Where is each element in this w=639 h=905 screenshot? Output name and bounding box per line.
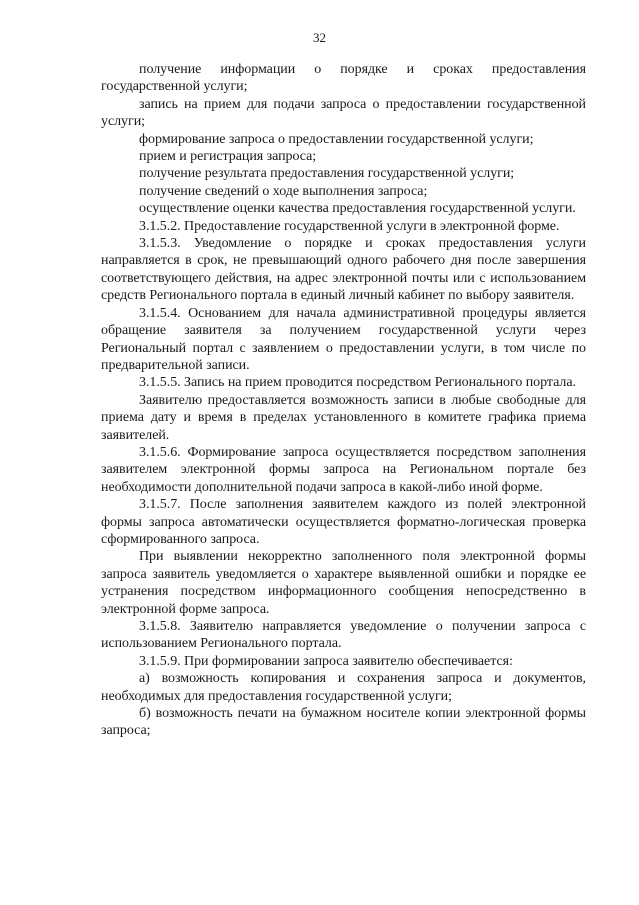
paragraph: 3.1.5.2. Предоставление государственной услуги в электронной форме. (139, 218, 560, 234)
paragraph: 3.1.5.9. При формировании запроса заявителю обеспечивается: (139, 653, 513, 669)
paragraph: а) возможность копирования и сохранения запроса и документов, необходимых для предоставления государственной услуги; (101, 671, 586, 704)
paragraph: 3.1.5.7. После заполнения заявителем каждого из полей электронной формы запроса автоматически осуществляется форматно-логическая проверка сформированного запроса. (101, 497, 586, 547)
paragraph: 3.1.5.8. Заявителю направляется уведомление о получении запроса с использованием Регионального портала. (101, 619, 586, 652)
page-number: 32 (313, 30, 326, 45)
paragraph: 3.1.5.6. Формирование запроса осуществляется посредством заполнения заявителем электронной формы запроса на Региональном портале без необходимости дополнительной подачи запроса в какой-либо иной форме. (101, 444, 586, 495)
document-body (101, 61, 586, 740)
paragraph: 3.1.5.3. Уведомление о порядке и сроках предоставления услуги направляется в срок, не превышающий одного рабочего дня после завершения соответствующего действия, на адрес электронной почты или с использованием средств Регионального портала в единый личный кабинет по выбору заявителя. (101, 236, 586, 304)
paragraph: получение сведений о ходе выполнения запроса; (139, 183, 428, 199)
paragraph: получение информации о порядке и сроках предоставления государственной услуги; (101, 62, 586, 95)
paragraph: прием и регистрация запроса; (139, 149, 317, 165)
paragraph: запись на прием для подачи запроса о предоставлении государственной услуги; (101, 96, 586, 130)
paragraph: б) возможность печати на бумажном носителе копии электронной формы запроса; (101, 706, 586, 739)
paragraph: Заявителю предоставляется возможность записи в любые свободные для приема дату и время в пределах установленного в комитете графика приема заявителей. (101, 392, 586, 443)
paragraph: При выявлении некорректно заполненного поля электронной формы запроса заявитель уведомляется о характере выявленной ошибки и порядке ее устранения посредством информационного сообщения непосредственно в электронной форме запроса. (101, 549, 586, 617)
paragraph: формирование запроса о предоставлении государственной услуги; (139, 131, 534, 147)
paragraph: получение результата предоставления государственной услуги; (139, 166, 515, 182)
paragraph: 3.1.5.5. Запись на прием проводится посредством Регионального портала. (139, 375, 576, 391)
paragraph: осуществление оценки качества предоставления государственной услуги. (139, 201, 576, 217)
paragraph: 3.1.5.4. Основанием для начала административной процедуры является обращение заявителя за получением государственной услуги через Региональный портал с заявлением о предоставлении услуги, в том числе по предварительной записи. (101, 305, 586, 373)
